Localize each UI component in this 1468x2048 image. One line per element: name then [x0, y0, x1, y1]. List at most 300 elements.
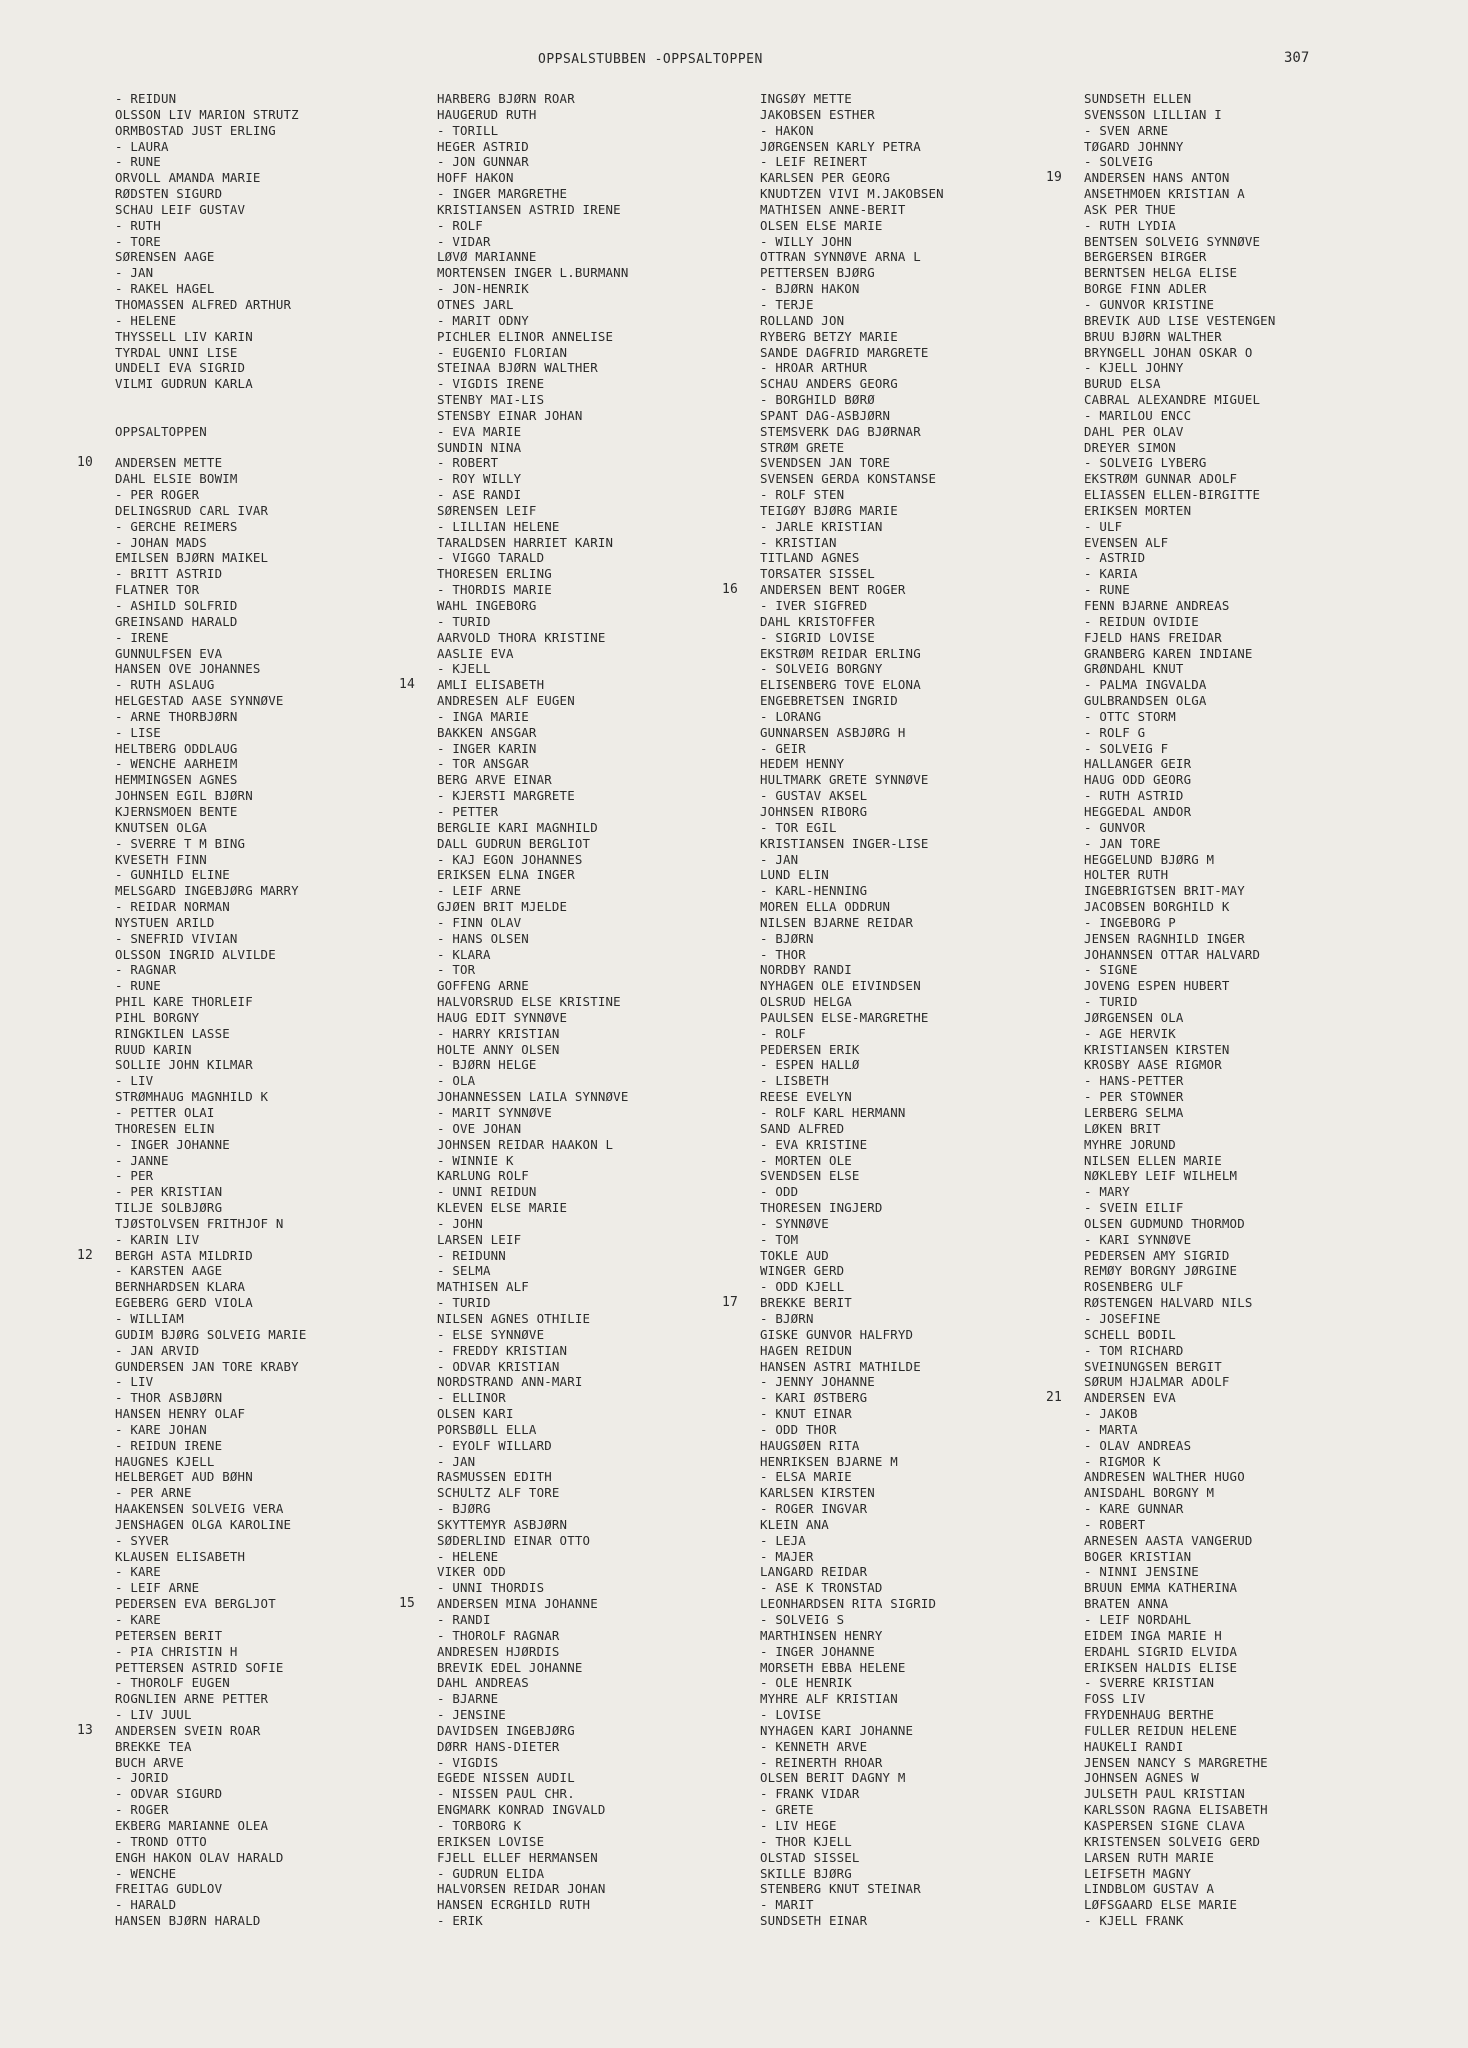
- directory-entry: [1084, 1580, 1276, 1596]
- directory-entry: [115, 424, 307, 440]
- entry-text: PETTERSEN BJØRG: [760, 265, 875, 281]
- directory-entry: [760, 646, 944, 662]
- directory-entry: [115, 1184, 307, 1200]
- entry-text: - INGEBORG P: [1084, 914, 1176, 930]
- entry-text: ANDERSEN EVA: [1084, 1390, 1176, 1406]
- directory-entry: [1084, 630, 1276, 646]
- entry-text: - ROLF G: [1084, 724, 1146, 740]
- directory-entry: [1084, 1644, 1276, 1660]
- directory-entry: [437, 804, 629, 820]
- entry-text: - INGA MARIE: [437, 708, 529, 724]
- entry-text: ANDERSEN MINA JOHANNE: [437, 1596, 598, 1612]
- entry-text: - KARE: [115, 1612, 161, 1627]
- directory-entry: [115, 931, 307, 947]
- entry-text: SUNDSETH ELLEN: [1084, 91, 1192, 106]
- directory-entry: [760, 1153, 944, 1169]
- entry-text: SVENSSON LILLIAN I: [1084, 106, 1222, 122]
- directory-entry: [115, 1168, 307, 1184]
- entry-text: - TOR EGIL: [760, 819, 837, 835]
- entry-text: - THOR: [760, 946, 806, 962]
- entry-text: GJØEN BRIT MJELDE: [437, 899, 568, 915]
- entry-text: - SNEFRID VIVIAN: [115, 930, 238, 946]
- entry-text: JENSEN NANCY S MARGRETHE: [1084, 1754, 1268, 1770]
- directory-entry: [77, 455, 307, 471]
- directory-entry: [1084, 91, 1276, 107]
- directory-entry: [115, 582, 307, 598]
- directory-entry: [760, 1644, 944, 1660]
- entry-text: AARVOLD THORA KRISTINE: [437, 629, 606, 645]
- directory-entry: [760, 962, 944, 978]
- entry-text: EVENSEN ALF: [1084, 534, 1169, 550]
- entry-text: KNUTSEN OLGA: [115, 819, 207, 835]
- directory-entry: [437, 218, 629, 234]
- entry-text: DALL GUDRUN BERGLIOT: [437, 835, 591, 851]
- entry-text: TARALDSEN HARRIET KARIN: [437, 534, 614, 550]
- entry-text: FREITAG GUDLOV: [115, 1881, 223, 1897]
- entry-text: GREINSAND HARALD: [115, 613, 238, 629]
- entry-text: SCHELL BODIL: [1084, 1326, 1176, 1342]
- entry-text: TOKLE AUD: [760, 1247, 829, 1263]
- entry-text: - LORANG: [760, 708, 822, 724]
- directory-entry: [1084, 408, 1276, 424]
- directory-entry: [760, 994, 944, 1010]
- entry-text: - EVA KRISTINE: [760, 1136, 868, 1152]
- entry-text: - RAGNAR: [115, 962, 177, 978]
- directory-entry: [437, 661, 629, 677]
- entry-text: THORESEN ELIN: [115, 1120, 215, 1136]
- directory-entry: [437, 329, 629, 345]
- entry-text: RYBERG BETZY MARIE: [760, 328, 898, 344]
- directory-entry: [1084, 1406, 1276, 1422]
- entry-text: ERIKSEN ELNA INGER: [437, 867, 575, 883]
- directory-entry: [437, 1485, 629, 1501]
- directory-entry: [1084, 1866, 1276, 1882]
- entry-text: RØDSTEN SIGURD: [115, 186, 223, 202]
- entry-text: - ULF: [1084, 518, 1123, 534]
- directory-entry: [115, 947, 307, 963]
- entry-text: - RUTH: [115, 217, 161, 233]
- block-number: 15: [399, 1596, 416, 1612]
- entry-text: KROSBY AASE RIGMOR: [1084, 1057, 1222, 1073]
- entry-text: JENSHAGEN OLGA KAROLINE: [115, 1516, 292, 1532]
- entry-text: - KARL-HENNING: [760, 883, 868, 899]
- directory-entry: [437, 1755, 629, 1771]
- entry-text: VILMI GUDRUN KARLA: [115, 376, 253, 392]
- directory-entry: [115, 550, 307, 566]
- entry-text: HEDEM HENNY: [760, 756, 845, 772]
- directory-entry: [760, 1580, 944, 1596]
- entry-text: - ROGER INGVAR: [760, 1501, 868, 1517]
- entry-text: BERNTSEN HELGA ELISE: [1084, 265, 1238, 281]
- entry-text: - TROND OTTO: [115, 1833, 207, 1849]
- entry-text: HAUG EDIT SYNNØVE: [437, 1009, 568, 1025]
- directory-entry: [760, 852, 944, 868]
- directory-entry: [437, 852, 629, 868]
- entry-text: - KARIN LIV: [115, 1231, 200, 1247]
- directory-entry: [115, 1850, 307, 1866]
- entry-text: - JORID: [115, 1770, 169, 1786]
- entry-text: KARLSEN KIRSTEN: [760, 1485, 875, 1501]
- directory-entry: [760, 772, 944, 788]
- directory-entry: [760, 550, 944, 566]
- entry-text: SAND ALFRED: [760, 1120, 845, 1136]
- directory-entry: [115, 345, 307, 361]
- directory-entry: [760, 535, 944, 551]
- entry-text: DAHL PER OLAV: [1084, 423, 1184, 439]
- entry-text: JØRGENSEN OLA: [1084, 1009, 1184, 1025]
- entry-text: LERBERG SELMA: [1084, 1105, 1184, 1120]
- directory-entry: [760, 1406, 944, 1422]
- directory-entry: [115, 1469, 307, 1485]
- directory-entry: [1084, 1121, 1276, 1137]
- entry-text: KLEVEN ELSE MARIE: [437, 1200, 568, 1216]
- entry-text: ANISDAHL BORGNY M: [1084, 1485, 1215, 1501]
- directory-entry: [1084, 1327, 1276, 1343]
- directory-entry: [760, 1454, 944, 1470]
- entry-text: - MARTA: [1084, 1421, 1138, 1437]
- directory-entry: [115, 281, 307, 297]
- directory-entry: [115, 852, 307, 868]
- entry-text: - SVEIN EILIF: [1084, 1200, 1184, 1216]
- entry-text: ASK PER THUE: [1084, 201, 1176, 217]
- directory-entry: [115, 1137, 307, 1153]
- entry-text: - JAN ARVID: [115, 1342, 200, 1358]
- directory-entry: [437, 440, 629, 456]
- entry-text: - OLAV ANDREAS: [1084, 1437, 1192, 1453]
- entry-text: ERIKSEN HALDIS ELISE: [1084, 1659, 1238, 1675]
- entry-text: HAAKENSEN SOLVEIG VERA: [115, 1501, 284, 1517]
- directory-entry: [1084, 804, 1276, 820]
- directory-entry: [760, 1850, 944, 1866]
- entry-text: HALVORSEN REIDAR JOHAN: [437, 1881, 606, 1897]
- directory-entry: [722, 1295, 944, 1311]
- entry-text: MARTHINSEN HENRY: [760, 1627, 883, 1643]
- entry-text: TITLAND AGNES: [760, 550, 860, 566]
- directory-entry: [760, 1549, 944, 1565]
- directory-entry: [1084, 1184, 1276, 1200]
- directory-entry: [115, 471, 307, 487]
- entry-text: DELINGSRUD CARL IVAR: [115, 502, 269, 518]
- directory-entry: [760, 392, 944, 408]
- directory-entry: [760, 170, 944, 186]
- directory-entry: [1084, 725, 1276, 741]
- entry-text: PAULSEN ELSE-MARGRETHE: [760, 1009, 929, 1025]
- directory-entry: [437, 345, 629, 361]
- entry-text: KRISTIANSEN ASTRID IRENE: [437, 201, 621, 217]
- entry-text: GRANBERG KAREN INDIANE: [1084, 645, 1253, 661]
- directory-entry: [115, 1612, 307, 1628]
- directory-entry: [760, 297, 944, 313]
- entry-text: - PALMA INGVALDA: [1084, 677, 1207, 693]
- directory-entry: [760, 1675, 944, 1691]
- entry-text: - SVEN ARNE: [1084, 122, 1169, 138]
- directory-entry: [1084, 1216, 1276, 1232]
- directory-entry: [760, 1723, 944, 1739]
- entry-text: BREKKE TEA: [115, 1738, 192, 1754]
- directory-entry: [760, 931, 944, 947]
- entry-text: - JENSINE: [437, 1707, 506, 1723]
- directory-entry: [115, 1739, 307, 1755]
- entry-text: - TOM RICHARD: [1084, 1342, 1184, 1358]
- entry-text: - FINN OLAV: [437, 914, 522, 930]
- entry-text: NØKLEBY LEIF WILHELM: [1084, 1168, 1238, 1184]
- entry-text: - JON-HENRIK: [437, 281, 529, 297]
- entry-text: EMILSEN BJØRN MAIKEL: [115, 550, 269, 566]
- entry-text: - NINNI JENSINE: [1084, 1564, 1199, 1580]
- entry-text: SKILLE BJØRG: [760, 1865, 852, 1881]
- entry-text: - HELENE: [115, 312, 177, 328]
- directory-entry: [115, 1026, 307, 1042]
- entry-text: HEMMINGSEN AGNES: [115, 772, 238, 788]
- entry-text: - VIGGO TARALD: [437, 550, 545, 566]
- directory-entry: [760, 154, 944, 170]
- entry-text: STEMSVERK DAG BJØRNAR: [760, 423, 921, 439]
- directory-entry: [722, 582, 944, 598]
- directory-entry: [437, 202, 629, 218]
- entry-text: HOFF HAKON: [437, 170, 514, 186]
- directory-entry: [115, 1913, 307, 1929]
- entry-text: OLSSON LIV MARION STRUTZ: [115, 106, 299, 122]
- directory-entry: [437, 107, 629, 123]
- directory-entry: [437, 1469, 629, 1485]
- entry-text: - REIDUN OVIDIE: [1084, 613, 1199, 629]
- directory-entry: [115, 1818, 307, 1834]
- entry-text: BORGE FINN ADLER: [1084, 281, 1207, 297]
- entry-text: BRUUN EMMA KATHERINA: [1084, 1580, 1238, 1596]
- directory-entry: [1084, 345, 1276, 361]
- entry-text: JOHNSEN AGNES W: [1084, 1770, 1199, 1786]
- directory-entry: [437, 630, 629, 646]
- entry-text: - VIGDIS IRENE: [437, 376, 545, 392]
- directory-entry: [760, 1121, 944, 1137]
- entry-text: - RIGMOR K: [1084, 1453, 1161, 1469]
- entry-text: WINGER GERD: [760, 1263, 845, 1279]
- directory-entry: [437, 1184, 629, 1200]
- directory-entry: [1084, 741, 1276, 757]
- entry-text: - KARE: [115, 1564, 161, 1580]
- directory-entry: [760, 313, 944, 329]
- directory-entry: [437, 566, 629, 582]
- entry-text: BERGH ASTA MILDRID: [115, 1247, 253, 1263]
- directory-entry: [115, 91, 307, 107]
- entry-text: PORSBØLL ELLA: [437, 1421, 537, 1437]
- entry-text: OLSTAD SISSEL: [760, 1849, 860, 1865]
- entry-text: - OTTC STORM: [1084, 708, 1176, 724]
- directory-entry: [115, 614, 307, 630]
- directory-entry: [1084, 249, 1276, 265]
- entry-text: PETERSEN BERIT: [115, 1627, 223, 1643]
- entry-text: - KJELL: [437, 661, 491, 677]
- directory-entry: [115, 360, 307, 376]
- directory-entry: [115, 1755, 307, 1771]
- entry-text: BRUU BJØRN WALTHER: [1084, 328, 1222, 344]
- entry-text: - BJARNE: [437, 1691, 499, 1707]
- directory-entry: [760, 1517, 944, 1533]
- directory-entry: [437, 1580, 629, 1596]
- entry-text: KASPERSEN SIGNE CLAVA: [1084, 1817, 1245, 1833]
- entry-text: NILSEN BJARNE REIDAR: [760, 914, 914, 930]
- directory-entry: [437, 1564, 629, 1580]
- directory-entry: [760, 1422, 944, 1438]
- directory-entry: [437, 1786, 629, 1802]
- directory-entry: [115, 1834, 307, 1850]
- directory-entry: [115, 709, 307, 725]
- entry-text: - ODVAR SIGURD: [115, 1786, 223, 1802]
- entry-text: - MARILOU ENCC: [1084, 407, 1192, 423]
- directory-entry: [1084, 1770, 1276, 1786]
- directory-entry: [437, 709, 629, 725]
- directory-entry: [760, 598, 944, 614]
- directory-entry: [115, 123, 307, 139]
- directory-entry: [760, 139, 944, 155]
- directory-entry: [437, 234, 629, 250]
- entry-text: BREKKE BERIT: [760, 1295, 852, 1311]
- entry-text: - ODD KJELL: [760, 1279, 845, 1295]
- directory-entry: [1084, 1707, 1276, 1723]
- directory-entry: [1084, 867, 1276, 883]
- directory-entry: [1084, 994, 1276, 1010]
- entry-text: - JAN: [437, 1453, 476, 1469]
- directory-entry: [1084, 1374, 1276, 1390]
- entry-text: ROGNLIEN ARNE PETTER: [115, 1691, 269, 1707]
- entry-text: - HARALD: [115, 1897, 177, 1913]
- directory-entry: [115, 1200, 307, 1216]
- entry-text: SVENSEN GERDA KONSTANSE: [760, 471, 937, 487]
- entry-text: BERGLIE KARI MAGNHILD: [437, 819, 598, 835]
- entry-text: - REIDAR NORMAN: [115, 899, 230, 915]
- directory-entry: [1084, 1073, 1276, 1089]
- directory-entry: [760, 345, 944, 361]
- directory-entry: [437, 1390, 629, 1406]
- block-number: 21: [1046, 1390, 1063, 1406]
- entry-text: - OLE HENRIK: [760, 1675, 852, 1691]
- entry-text: - LISBETH: [760, 1073, 829, 1089]
- entry-text: ERIKSEN LOVISE: [437, 1833, 545, 1849]
- directory-entry: [1084, 1469, 1276, 1485]
- directory-entry: [1084, 978, 1276, 994]
- block-number: 10: [77, 455, 94, 471]
- entry-text: - SOLVEIG: [1084, 154, 1153, 170]
- directory-entry: [437, 1359, 629, 1375]
- directory-entry: [115, 535, 307, 551]
- entry-text: TYRDAL UNNI LISE: [115, 344, 238, 360]
- entry-text: ROLLAND JON: [760, 312, 845, 328]
- directory-entry: [115, 1216, 307, 1232]
- page-number: 307: [1284, 50, 1310, 66]
- entry-text: - INGER JOHANNE: [115, 1136, 230, 1152]
- directory-entry: [115, 1628, 307, 1644]
- directory-entry: [760, 820, 944, 836]
- entry-text: - ROLF: [760, 1025, 806, 1041]
- directory-entry: [1084, 535, 1276, 551]
- entry-text: - THOR ASBJØRN: [115, 1390, 223, 1406]
- directory-entry: [437, 1248, 629, 1264]
- entry-text: LANGARD REIDAR: [760, 1564, 868, 1580]
- directory-entry: [760, 1311, 944, 1327]
- directory-entry: [1084, 836, 1276, 852]
- directory-entry: [1084, 1739, 1276, 1755]
- entry-text: GUNNULFSEN EVA: [115, 645, 223, 661]
- directory-entry: [760, 1184, 944, 1200]
- entry-text: - KJERSTI MARGRETE: [437, 788, 575, 804]
- entry-text: KLAUSEN ELISABETH: [115, 1548, 246, 1564]
- directory-entry: [437, 281, 629, 297]
- entry-text: JOHANNESSEN LAILA SYNNØVE: [437, 1089, 629, 1105]
- entry-text: - ROBERT: [437, 455, 499, 471]
- entry-text: - RANDI: [437, 1612, 491, 1627]
- entry-text: - EYOLF WILLARD: [437, 1437, 552, 1453]
- entry-text: GUDIM BJØRG SOLVEIG MARIE: [115, 1326, 307, 1342]
- directory-entry: [437, 1723, 629, 1739]
- entry-text: HANSEN HENRY OLAF: [115, 1406, 246, 1422]
- entry-text: - BJØRN: [760, 1310, 814, 1326]
- directory-entry: [760, 1263, 944, 1279]
- entry-text: MYHRE ALF KRISTIAN: [760, 1691, 898, 1707]
- entry-text: TILJE SOLBJØRG: [115, 1200, 223, 1216]
- entry-text: - WILLIAM: [115, 1310, 184, 1326]
- directory-entry: [437, 503, 629, 519]
- directory-entry: [437, 1802, 629, 1818]
- directory-entry: [1084, 1755, 1276, 1771]
- entry-text: SCHULTZ ALF TORE: [437, 1485, 560, 1501]
- directory-entry: [115, 1707, 307, 1723]
- directory-entry: [437, 1295, 629, 1311]
- entry-text: REMØY BORGNY JØRGINE: [1084, 1263, 1238, 1279]
- directory-entry: [115, 313, 307, 329]
- directory-entry: [1084, 756, 1276, 772]
- directory-entry: [1084, 1263, 1276, 1279]
- directory-entry: [437, 455, 629, 471]
- entry-text: - SYNNØVE: [760, 1215, 829, 1231]
- entry-text: - HROAR ARTHUR: [760, 360, 868, 376]
- entry-text: LEONHARDSEN RITA SIGRID: [760, 1596, 937, 1612]
- directory-entry: [437, 360, 629, 376]
- entry-text: - MARIT SYNNØVE: [437, 1105, 552, 1120]
- directory-entry: [115, 1533, 307, 1549]
- directory-entry: [760, 440, 944, 456]
- directory-entry: [115, 202, 307, 218]
- entry-text: - ROLF STEN: [760, 487, 845, 503]
- entry-text: - LAURA: [115, 138, 169, 154]
- entry-text: - TOR: [437, 962, 476, 978]
- entry-text: KNUDTZEN VIVI M.JAKOBSEN: [760, 186, 944, 202]
- entry-text: ORMBOSTAD JUST ERLING: [115, 122, 276, 138]
- entry-text: - SIGRID LOVISE: [760, 629, 875, 645]
- directory-entry: [1084, 1517, 1276, 1533]
- entry-text: TØGARD JOHNNY: [1084, 138, 1184, 154]
- entry-text: - RUTH ASTRID: [1084, 788, 1184, 804]
- directory-entry: [1084, 1485, 1276, 1501]
- directory-entry: [760, 471, 944, 487]
- directory-entry: [115, 1501, 307, 1517]
- directory-entry: [437, 820, 629, 836]
- directory-entry: [760, 376, 944, 392]
- directory-entry: [760, 661, 944, 677]
- entry-text: - KARI SYNNØVE: [1084, 1231, 1192, 1247]
- directory-entry: [115, 1517, 307, 1533]
- entry-text: - TERJE: [760, 296, 814, 312]
- directory-entry: [1084, 107, 1276, 123]
- directory-entry: [115, 725, 307, 741]
- entry-text: TEIGØY BJØRG MARIE: [760, 502, 898, 518]
- directory-entry: [760, 1786, 944, 1802]
- directory-entry: [760, 202, 944, 218]
- entry-text: ELISENBERG TOVE ELONA: [760, 677, 921, 693]
- directory-entry: [115, 598, 307, 614]
- entry-text: - MARIT ODNY: [437, 312, 529, 328]
- directory-entry: [760, 1866, 944, 1882]
- directory-entry: [760, 1913, 944, 1929]
